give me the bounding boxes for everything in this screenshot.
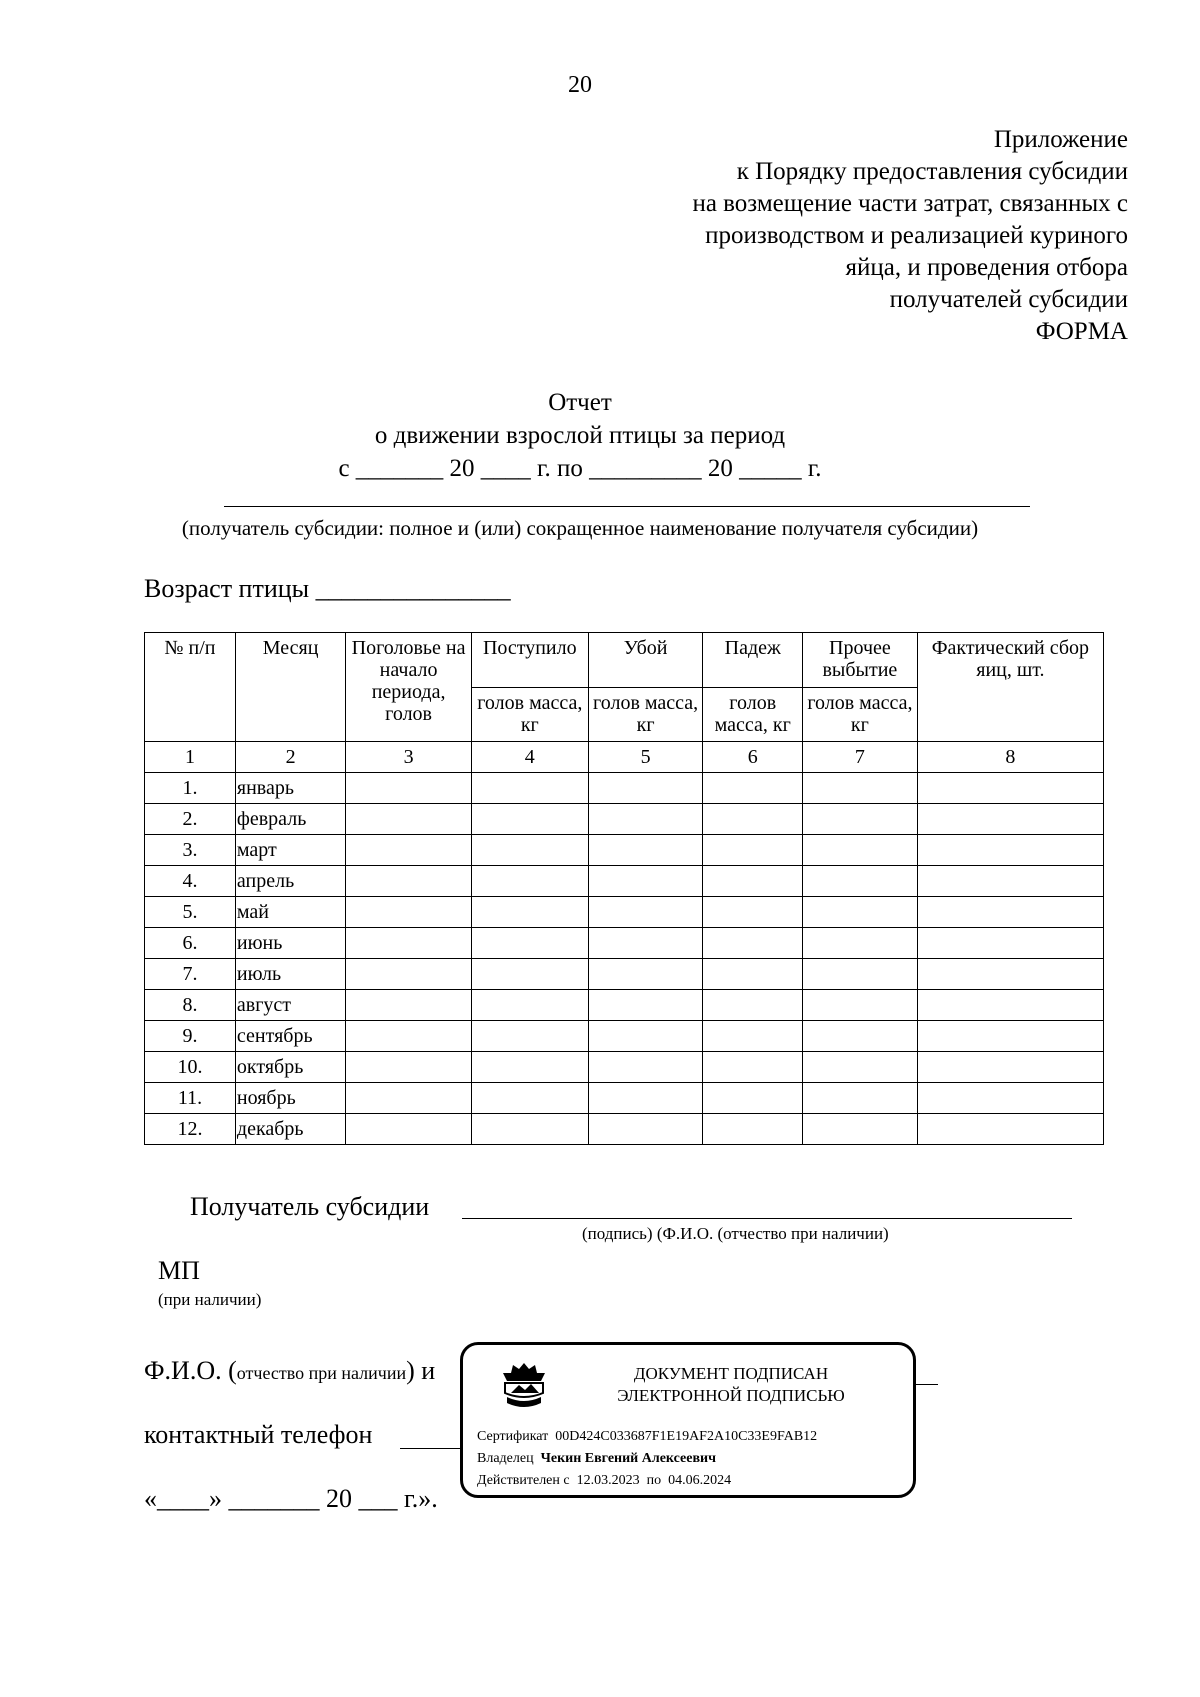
header-eggs: Фактический сбор яиц, шт.	[917, 633, 1103, 742]
entry-cell[interactable]	[588, 866, 703, 897]
table-row	[145, 835, 1104, 866]
entry-cell[interactable]	[588, 773, 703, 804]
phone-label: контактный телефон	[144, 1420, 373, 1449]
entry-cell[interactable]	[703, 959, 803, 990]
entry-cell[interactable]	[703, 835, 803, 866]
entry-cell[interactable]	[917, 835, 1103, 866]
header-received: Поступило	[471, 633, 588, 688]
fio-note: отчество при наличии	[236, 1363, 407, 1383]
appendix-line: к Порядку предоставления субсидии	[736, 158, 1128, 185]
entry-cell[interactable]	[471, 1021, 588, 1052]
row-number: 7.	[145, 959, 236, 990]
entry-cell[interactable]	[346, 928, 472, 959]
row-number: 8.	[145, 990, 236, 1021]
stamp-heading-line: ЭЛЕКТРОННОЙ ПОДПИСЬЮ	[617, 1386, 845, 1405]
entry-cell[interactable]	[471, 1083, 588, 1114]
entry-cell[interactable]	[803, 1052, 918, 1083]
entry-cell[interactable]	[803, 897, 918, 928]
certificate-label: Сертификат	[477, 1429, 549, 1444]
row-number: 4.	[145, 866, 236, 897]
entry-cell[interactable]	[803, 990, 918, 1021]
subheader-slaughter: голов масса, кг	[588, 688, 703, 742]
entry-cell[interactable]	[703, 1083, 803, 1114]
valid-to-label: по	[646, 1473, 662, 1488]
bird-age-field[interactable]: Возраст птицы _______________	[144, 574, 511, 603]
appendix-line: получателей субсидии	[889, 286, 1128, 313]
header-stock: Поголовье на начало периода, голов	[346, 633, 472, 742]
entry-cell[interactable]	[703, 1021, 803, 1052]
row-number: 6.	[145, 928, 236, 959]
row-month: октябрь	[235, 1052, 345, 1083]
entry-cell[interactable]	[471, 928, 588, 959]
poultry-movement-table	[144, 632, 1104, 1145]
entry-cell[interactable]	[588, 1021, 703, 1052]
valid-label: Действителен с	[477, 1473, 570, 1488]
entry-cell[interactable]	[917, 866, 1103, 897]
entry-cell[interactable]	[471, 897, 588, 928]
row-month: февраль	[235, 804, 345, 835]
row-month: март	[235, 835, 345, 866]
entry-cell[interactable]	[703, 866, 803, 897]
recipient-name-line[interactable]	[224, 506, 1030, 507]
row-month: июль	[235, 959, 345, 990]
entry-cell[interactable]	[803, 1021, 918, 1052]
entry-cell[interactable]	[703, 990, 803, 1021]
seal-note: (при наличии)	[158, 1290, 262, 1309]
page-number: 20	[568, 72, 592, 98]
row-number: 10.	[145, 1052, 236, 1083]
column-number: 5	[588, 742, 703, 773]
entry-cell[interactable]	[471, 835, 588, 866]
entry-cell[interactable]	[917, 1052, 1103, 1083]
stamp-owner	[477, 1451, 716, 1467]
row-month: август	[235, 990, 345, 1021]
certificate-value: 00D424C033687F1E19AF2A10C33E9FAB12	[555, 1429, 818, 1444]
entry-cell[interactable]	[703, 1114, 803, 1145]
entry-cell[interactable]	[346, 990, 472, 1021]
owner-label: Владелец	[477, 1451, 534, 1466]
entry-cell[interactable]	[917, 990, 1103, 1021]
column-number: 6	[703, 742, 803, 773]
entry-cell[interactable]	[803, 835, 918, 866]
appendix-header	[568, 124, 1128, 348]
coat-of-arms-icon	[499, 1359, 549, 1411]
entry-cell[interactable]	[917, 1021, 1103, 1052]
entry-cell[interactable]	[346, 1021, 472, 1052]
entry-cell[interactable]	[917, 897, 1103, 928]
signature-line[interactable]	[462, 1218, 1072, 1219]
row-month: сентябрь	[235, 1021, 345, 1052]
owner-value: Чекин Евгений Алексеевич	[540, 1451, 716, 1466]
column-numbers-row	[145, 742, 1104, 773]
entry-cell[interactable]	[917, 804, 1103, 835]
entry-cell[interactable]	[471, 990, 588, 1021]
entry-cell[interactable]	[917, 773, 1103, 804]
entry-cell[interactable]	[471, 804, 588, 835]
column-number: 8	[917, 742, 1103, 773]
entry-cell[interactable]	[803, 804, 918, 835]
entry-cell[interactable]	[803, 1114, 918, 1145]
table-row	[145, 1114, 1104, 1145]
entry-cell[interactable]	[346, 773, 472, 804]
entry-cell[interactable]	[803, 866, 918, 897]
entry-cell[interactable]	[917, 959, 1103, 990]
table-row	[145, 804, 1104, 835]
entry-cell[interactable]	[703, 928, 803, 959]
column-number: 4	[471, 742, 588, 773]
row-month: апрель	[235, 866, 345, 897]
stamp-certificate	[477, 1429, 817, 1445]
row-number: 3.	[145, 835, 236, 866]
appendix-line: Приложение	[993, 126, 1128, 153]
entry-cell[interactable]	[588, 897, 703, 928]
entry-cell[interactable]	[588, 1052, 703, 1083]
entry-cell[interactable]	[346, 804, 472, 835]
entry-cell[interactable]	[471, 1052, 588, 1083]
entry-cell[interactable]	[803, 928, 918, 959]
header-other: Прочее выбытие	[803, 633, 918, 688]
report-title: Отчет	[548, 389, 612, 416]
table-row	[145, 990, 1104, 1021]
entry-cell[interactable]	[346, 1052, 472, 1083]
entry-cell[interactable]	[588, 1114, 703, 1145]
fio-label: Ф.И.О. (	[144, 1356, 237, 1385]
entry-cell[interactable]	[703, 773, 803, 804]
table-row	[145, 1083, 1104, 1114]
entry-cell[interactable]	[346, 959, 472, 990]
entry-cell[interactable]	[917, 1114, 1103, 1145]
stamp-heading-line: ДОКУМЕНТ ПОДПИСАН	[633, 1364, 829, 1383]
table-row	[145, 959, 1104, 990]
subheader-death: голов масса, кг	[703, 688, 803, 742]
column-number: 1	[145, 742, 236, 773]
stamp-heading	[581, 1363, 881, 1407]
entry-cell[interactable]	[471, 866, 588, 897]
row-number: 1.	[145, 773, 236, 804]
row-number: 5.	[145, 897, 236, 928]
column-number: 3	[346, 742, 472, 773]
row-number: 9.	[145, 1021, 236, 1052]
report-subtitle: о движении взрослой птицы за период	[374, 422, 786, 449]
row-month: ноябрь	[235, 1083, 345, 1114]
entry-cell[interactable]	[588, 835, 703, 866]
entry-cell[interactable]	[588, 804, 703, 835]
column-number: 2	[235, 742, 345, 773]
entry-cell[interactable]	[346, 835, 472, 866]
stamp-validity	[477, 1473, 731, 1489]
entry-cell[interactable]	[803, 773, 918, 804]
entry-cell[interactable]	[471, 959, 588, 990]
entry-cell[interactable]	[346, 1083, 472, 1114]
signature-label: Получатель субсидии	[190, 1192, 430, 1221]
fio-tail: ) и	[406, 1356, 436, 1385]
seal-label: МП	[158, 1256, 200, 1285]
entry-cell[interactable]	[703, 897, 803, 928]
valid-from: 12.03.2023	[576, 1473, 640, 1488]
valid-to: 04.06.2024	[668, 1473, 732, 1488]
recipient-caption: (получатель субсидии: полное и (или) сокращенное наименование получателя субсидии)	[181, 516, 979, 540]
entry-cell[interactable]	[917, 1083, 1103, 1114]
form-label: ФОРМА	[1035, 318, 1128, 345]
fio-field[interactable]	[144, 1356, 435, 1386]
entry-cell[interactable]	[703, 1052, 803, 1083]
column-number: 7	[803, 742, 918, 773]
entry-cell[interactable]	[803, 959, 918, 990]
report-title-block	[0, 386, 1160, 485]
report-period: с _______ 20 ____ г. по _________ 20 _____ г.	[338, 455, 822, 482]
row-month: декабрь	[235, 1114, 345, 1145]
electronic-signature-stamp	[460, 1342, 916, 1498]
entry-cell[interactable]	[471, 773, 588, 804]
subheader-received: голов масса, кг	[471, 688, 588, 742]
appendix-line: яйца, и проведения отбора	[845, 254, 1128, 281]
subheader-other: голов масса, кг	[803, 688, 918, 742]
table-row	[145, 928, 1104, 959]
date-field[interactable]: «____» _______ 20 ___ г.».	[144, 1484, 438, 1513]
entry-cell[interactable]	[703, 804, 803, 835]
header-slaughter: Убой	[588, 633, 703, 688]
table-row	[145, 1052, 1104, 1083]
entry-cell[interactable]	[588, 959, 703, 990]
header-month: Месяц	[235, 633, 345, 742]
table-row	[145, 897, 1104, 928]
entry-cell[interactable]	[588, 928, 703, 959]
header-death: Падеж	[703, 633, 803, 688]
entry-cell[interactable]	[346, 1114, 472, 1145]
appendix-line: производством и реализацией куриного	[705, 222, 1128, 249]
appendix-line: на возмещение части затрат, связанных с	[692, 190, 1128, 217]
entry-cell[interactable]	[346, 866, 472, 897]
entry-cell[interactable]	[917, 928, 1103, 959]
row-number: 2.	[145, 804, 236, 835]
table-row	[145, 1021, 1104, 1052]
entry-cell[interactable]	[588, 1083, 703, 1114]
entry-cell[interactable]	[803, 1083, 918, 1114]
entry-cell[interactable]	[588, 990, 703, 1021]
table-row	[145, 866, 1104, 897]
entry-cell[interactable]	[346, 897, 472, 928]
entry-cell[interactable]	[471, 1114, 588, 1145]
row-month: январь	[235, 773, 345, 804]
signature-caption: (подпись) (Ф.И.О. (отчество при наличии)	[582, 1224, 889, 1243]
row-month: июнь	[235, 928, 345, 959]
row-number: 11.	[145, 1083, 236, 1114]
table-row	[145, 773, 1104, 804]
month-rows	[145, 773, 1104, 1145]
row-month: май	[235, 897, 345, 928]
header-num: № п/п	[145, 633, 236, 742]
row-number: 12.	[145, 1114, 236, 1145]
